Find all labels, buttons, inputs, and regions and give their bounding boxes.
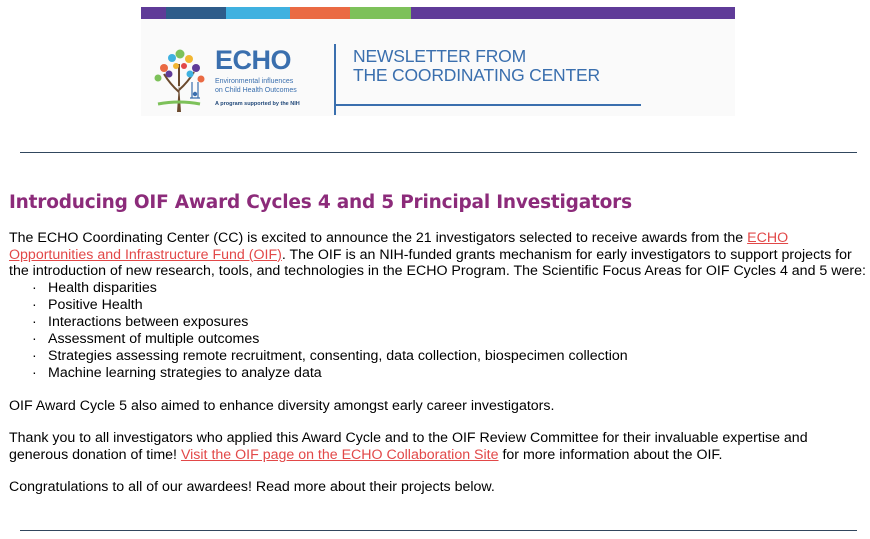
header-color-bar — [141, 7, 735, 19]
newsletter-heading-line: THE COORDINATING CENTER — [353, 65, 600, 85]
bullet-dot: · — [32, 313, 37, 330]
banner-underline — [335, 104, 641, 106]
list-item — [32, 365, 869, 382]
logo-nih-note: A program supported by the NIH — [215, 101, 300, 107]
color-bar-segment — [290, 7, 350, 19]
newsletter-banner — [141, 19, 735, 116]
list-item — [32, 314, 869, 331]
bullet-dot: · — [32, 364, 37, 381]
bullet-dot: · — [32, 296, 37, 313]
bullet-dot: · — [32, 330, 37, 347]
list-item-text: Health disparities — [48, 279, 157, 296]
section-divider-bottom — [20, 530, 857, 531]
article-title: Introducing OIF Award Cycles 4 and 5 Principal Investigators — [9, 192, 632, 213]
color-bar-segment — [141, 7, 166, 19]
newsletter-heading-line: NEWSLETTER FROM — [353, 46, 526, 66]
oif-link[interactable]: ECHO Opportunities and Infrastructure Fund (OIF) — [9, 230, 789, 263]
intro-paragraph — [9, 230, 869, 280]
logo-tagline-line: Environmental influences — [215, 78, 294, 85]
article-body — [9, 230, 869, 496]
list-item — [32, 297, 869, 314]
list-item-text: Assessment of multiple outcomes — [48, 330, 260, 347]
section-divider-top — [20, 152, 857, 153]
logo-tagline — [215, 77, 300, 95]
oif-collaboration-site-link[interactable]: Visit the OIF page on the ECHO Collaboration Site — [180, 446, 499, 463]
color-bar-segment — [350, 7, 411, 19]
list-item-text: Machine learning strategies to analyze data — [48, 364, 322, 381]
color-bar-segment — [226, 7, 290, 19]
bullet-dot: · — [32, 279, 37, 296]
logo-tagline-line: on Child Health Outcomes — [215, 87, 297, 94]
intro-text-continued: . The OIF is an NIH-funded grants mechanism for early investigators to support projects for the introduction of new research, tools, and technologies in the ECHO Program. The Scientific Focus Areas for OIF Cycles 4 and 5 were: — [9, 246, 866, 279]
newsletter-heading — [353, 47, 600, 85]
echo-tree-logo-icon — [150, 44, 208, 114]
thanks-text-continued: for more information about the OIF. — [498, 446, 723, 463]
list-item-text: Strategies assessing remote recruitment, consenting, data collection, biospecimen collection — [48, 347, 628, 364]
intro-text: The ECHO Coordinating Center (CC) is excited to announce the 21 investigators selected to receive awards from the — [9, 230, 748, 246]
thanks-paragraph — [9, 430, 869, 463]
logo-wordmark: ECHO — [215, 45, 292, 75]
focus-areas-list — [32, 280, 869, 382]
list-item-text: Positive Health — [48, 296, 143, 313]
color-bar-segment — [166, 7, 226, 19]
list-item — [32, 348, 869, 365]
diversity-paragraph: OIF Award Cycle 5 also aimed to enhance diversity amongst early career investigators. — [9, 397, 555, 414]
logo-text — [215, 46, 300, 107]
congrats-paragraph: Congratulations to all of our awardees! Read more about their projects below. — [9, 479, 495, 495]
list-item-text: Interactions between exposures — [48, 313, 249, 330]
list-item — [32, 331, 869, 348]
thanks-text: Thank you to all investigators who applied this Award Cycle and to the OIF Review Committee for their invaluable expertise and generous donation of time! — [9, 430, 808, 463]
color-bar-segment — [411, 7, 735, 19]
list-item — [32, 280, 869, 297]
bullet-dot: · — [32, 347, 37, 364]
